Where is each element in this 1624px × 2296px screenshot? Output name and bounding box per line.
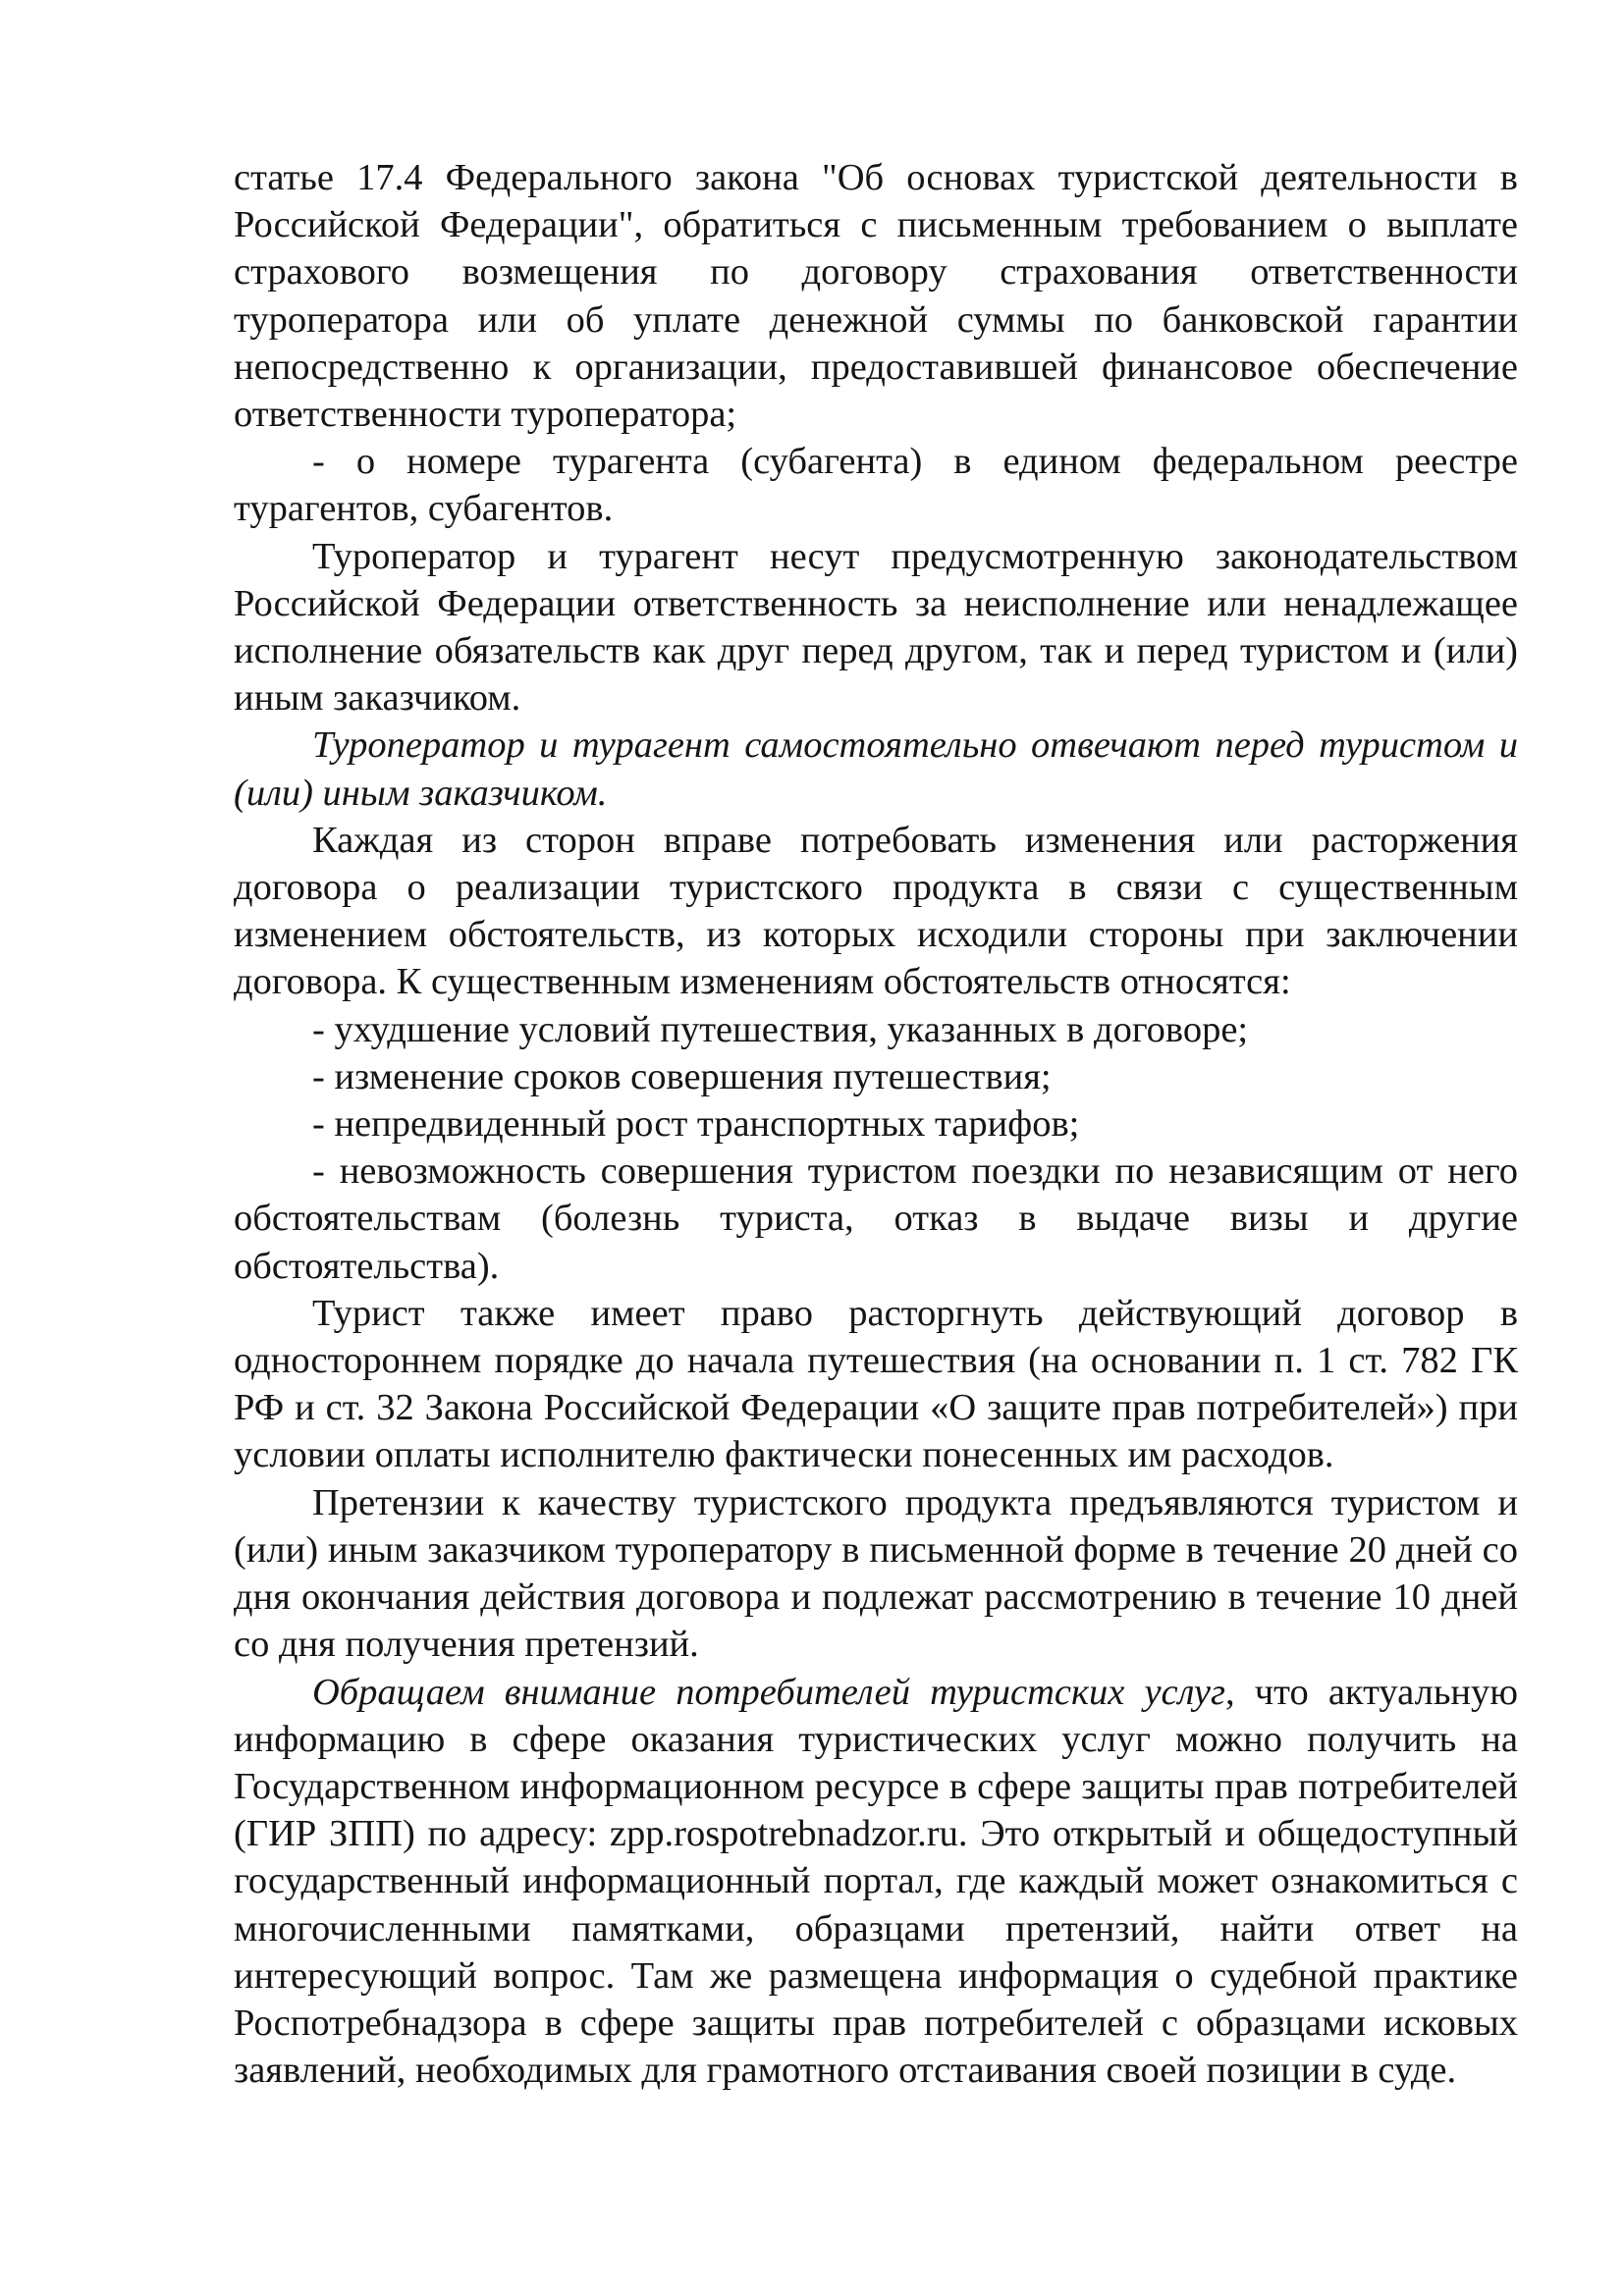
list-item-worsening-conditions: - ухудшение условий путешествия, указанных в договоре;	[312, 1008, 1249, 1050]
paragraph-claims: Претензии к качеству туристского продукта предъявляются туристом и (или) иным заказчиком туроператору в письменной форме в течение 20 дней со дня окончания действия договора и подлежат рассмотрению в течение 10 дней со дня получения претензий.	[234, 1481, 1518, 1666]
paragraph-gir-zpp-info	[234, 1669, 1518, 2095]
paragraph-independent-liability: Туроператор и турагент самостоятельно отвечают перед туристом и (или) иным заказчиком.	[234, 724, 1518, 814]
paragraph-article-17-4: статье 17.4 Федерального закона "Об основах туристской деятельности в Российской Федерации", обратиться с письменным требованием о выплате страхового возмещения по договору страхования ответственности туроператора или об уплате денежной суммы по банковской гарантии непосредственно к организации, предоставившей финансовое обеспечение ответственности туроператора;	[234, 157, 1518, 436]
paragraph-agent-registry-number: - о номере турагента (субагента) в едином федеральном реестре турагентов, субагентов.	[234, 441, 1518, 530]
gir-zpp-body-text: , что актуальную информацию в сфере оказания туристических услуг можно получить на Государственном информационном ресурсе в сфере защиты прав потребителей (ГИР ЗПП) по адресу: zpp.rospotrebnadzor.ru. Это открытый и общедоступный государственный информационный портал, где каждый может ознакомиться с многочисленными памятками, образцами претензий, найти ответ на интересующий вопрос. Там же размещена информация о судебной практике Роспотребнадзора в сфере защиты прав потребителей с образцами исковых заявлений, необходимых для грамотного отстаивания своей позиции в суде.	[234, 1671, 1518, 2092]
paragraph-contract-change: Каждая из сторон вправе потребовать изменения или расторжения договора о реализации туристского продукта в связи с существенным изменением обстоятельств, из которых исходили стороны при заключении договора. К существенным изменениям обстоятельств относятся:	[234, 819, 1518, 1003]
document-page	[234, 154, 1518, 2094]
list-item-date-change: - изменение сроков совершения путешествия;	[312, 1055, 1052, 1097]
paragraph-unilateral-termination: Турист также имеет право расторгнуть действующий договор в одностороннем порядке до начала путешествия (на основании п. 1 ст. 782 ГК РФ и ст. 32 Закона Российской Федерации «О защите прав потребителей») при условии оплаты исполнителю фактически понесенных им расходов.	[234, 1292, 1518, 1476]
paragraph-liability: Туроператор и турагент несут предусмотренную законодательством Российской Федерации ответственность за неисполнение или ненадлежащее исполнение обязательств как друг перед другом, так и перед туристом и (или) иным заказчиком.	[234, 535, 1518, 720]
list-item-tariff-growth: - непредвиденный рост транспортных тарифов;	[312, 1103, 1080, 1146]
list-item-trip-impossibility: - невозможность совершения туристом поездки по независящим от него обстоятельствам (болезнь туриста, отказ в выдаче визы и другие обстоятельства).	[234, 1150, 1518, 1287]
attention-lead-text: Обращаем внимание потребителей туристских услуг	[312, 1671, 1226, 1713]
